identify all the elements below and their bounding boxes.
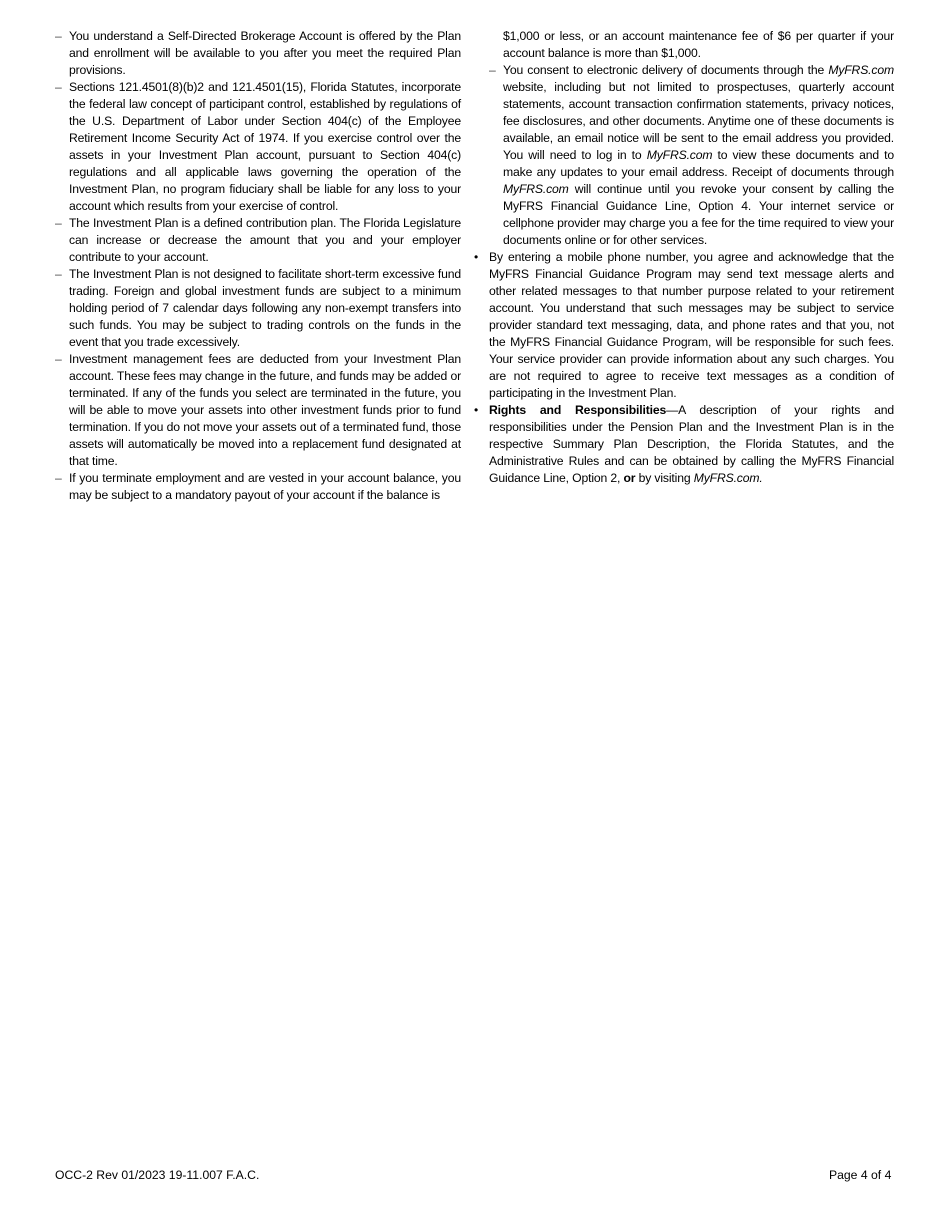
website-name: MyFRS.com: [503, 182, 569, 196]
consent-item: [473, 62, 894, 249]
rights-item: [473, 402, 894, 487]
list-item: [55, 351, 461, 470]
consent-text-3: to view these documents and to make any updates to your email address. Receipt of documents through: [503, 148, 894, 179]
website-name: MyFRS.com: [646, 148, 713, 162]
consent-text-1: You consent to electronic delivery of documents through the: [503, 63, 829, 77]
list-item-text: The Investment Plan is not designed to facilitate short-term excessive fund trading. Foreign and global investment funds are subject to a minimum holding period of 7 calendar days following any non-exempt transfers into such funds. You may be subject to trading controls on the funds in the event that you trade excessively.: [69, 267, 461, 349]
form-id-footer: OCC-2 Rev 01/2023 19-11.007 F.A.C.: [55, 1168, 260, 1182]
bullet-marker: •: [474, 403, 479, 417]
rights-or: or: [623, 471, 636, 485]
mobile-phone-text: By entering a mobile phone number, you agree and acknowledge that the MyFRS Financial Guidance Program may send text message alerts and other related messages to that number purpose related to your retirement account. You understand that such messages may be subject to service provider standard text messaging, data, and phone rates and that you, not the MyFRS Financial Guidance Program, will be responsible for such fees. Your service provider can provide information about any such charges. You are not required to agree to receive text messages as a condition of participating in the Investment Plan.: [489, 250, 894, 400]
list-item-text: You understand a Self-Directed Brokerage Account is offered by the Plan and enrollment will be available to you after you meet the required Plan provisions.: [69, 29, 461, 77]
list-item: [55, 266, 461, 351]
right-column: [473, 28, 894, 487]
left-column: [55, 28, 461, 504]
list-item-text: If you terminate employment and are vested in your account balance, you may be subject to a mandatory payout of your account if the balance is: [69, 471, 461, 502]
list-item: [55, 28, 461, 79]
list-item: [55, 215, 461, 266]
dash-marker: –: [55, 352, 62, 366]
website-name: MyFRS.com.: [693, 471, 763, 485]
dash-marker: –: [55, 471, 62, 485]
dash-marker: –: [55, 80, 62, 94]
page-number: Page 4 of 4: [829, 1168, 892, 1182]
website-name: MyFRS.com: [828, 63, 894, 77]
list-item: [55, 79, 461, 215]
mobile-phone-item: [473, 249, 894, 402]
bullet-marker: •: [474, 250, 479, 264]
dash-marker: –: [55, 216, 62, 230]
list-item-text: Sections 121.4501(8)(b)2 and 121.4501(15), Florida Statutes, incorporate the federal law concept of participant control, established by regulations of the U.S. Department of Labor under Section 404(c) of the Employee Retirement Income Security Act of 1974. If you exercise control over the assets in your Investment Plan account, pursuant to Section 404(c) regulations and all applicable laws governing the operation of the Investment Plan, no program fiduciary shall be liable for any loss to your account which results from your exercise of control.: [69, 80, 461, 213]
rights-text-2: by visiting: [635, 471, 694, 485]
dash-marker: –: [55, 267, 62, 281]
list-item-text: Investment management fees are deducted from your Investment Plan account. These fees may change in the future, and funds may be added or terminated. If any of the funds you select are terminated in the future, you will be able to move your assets into other investment funds prior to fund termination. If you do not move your assets out of a terminated fund, those assets will automatically be moved into a replacement fund designated at that time.: [69, 352, 461, 468]
dash-marker: –: [489, 63, 496, 77]
dash-marker: –: [55, 29, 62, 43]
rights-heading: Rights and Responsibilities: [489, 403, 667, 417]
consent-text-4: will continue until you revoke your consent by calling the MyFRS Financial Guidance Line, Option 4. Your internet service or cellphone provider may charge you a fee for the time required to view your documents online or for other services.: [503, 182, 894, 247]
continued-text: $1,000 or less, or an account maintenance fee of $6 per quarter if your account balance is more than $1,000.: [503, 29, 894, 60]
consent-text-2: website, including but not limited to prospectuses, quarterly account statements, account transaction confirmation statements, privacy notices, fee disclosures, and other documents. Anytime one of these documents is available, an email notice will be sent to the email address you provided. You will need to log in to: [503, 80, 894, 162]
list-item-text: The Investment Plan is a defined contribution plan. The Florida Legislature can increase or decrease the amount that you and your employer contribute to your account.: [69, 216, 461, 264]
rights-text-1: —A description of your rights and responsibilities under the Pension Plan and the Investment Plan is in the respective Summary Plan Description, the Florida Statutes, and the Administrative Rules and can be obtained by calling the MyFRS Financial Guidance Line, Option 2,: [489, 403, 894, 485]
list-item: [55, 470, 461, 504]
